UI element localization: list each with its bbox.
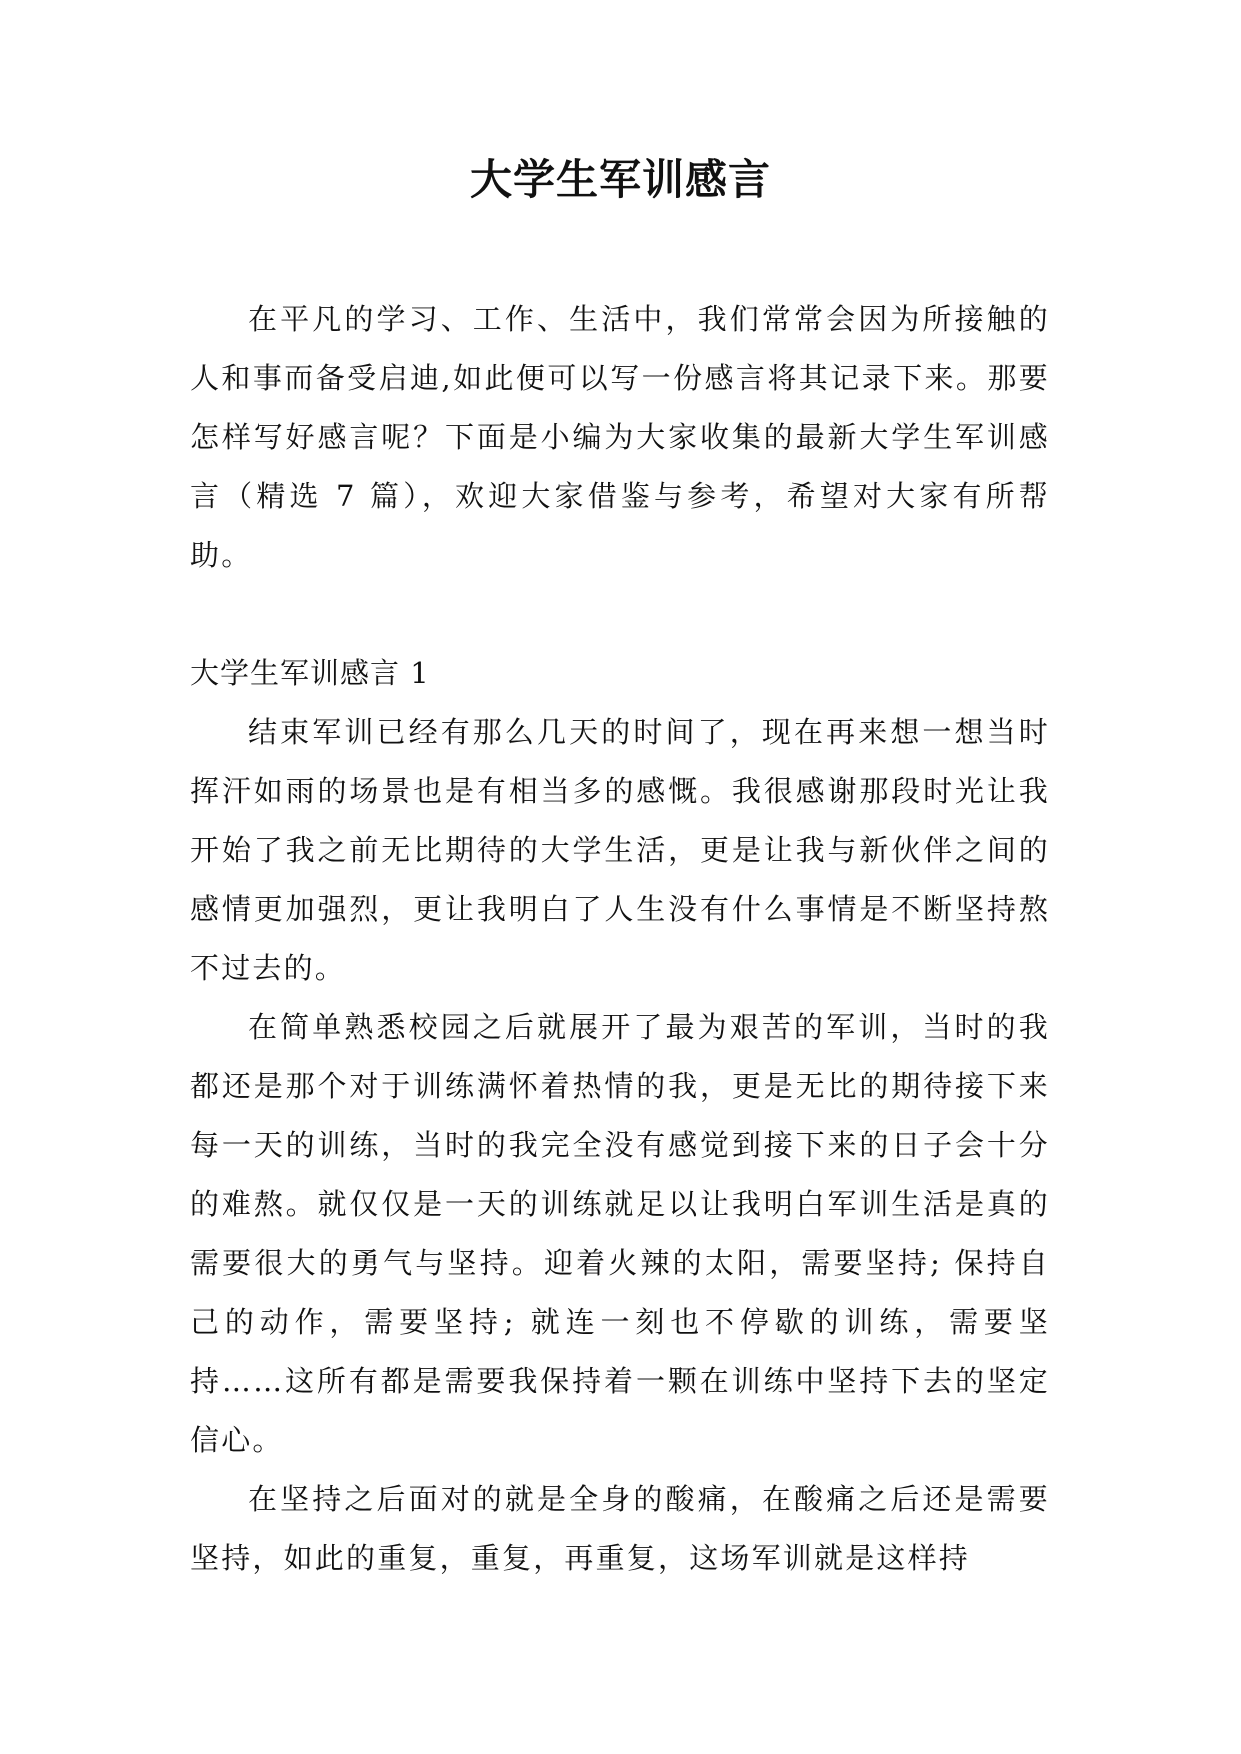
document-body [190, 290, 1050, 1588]
body-paragraph-2: 在简单熟悉校园之后就展开了最为艰苦的军训，当时的我都还是那个对于训练满怀着热情的我，更是无比的期待接下来每一天的训练，当时的我完全没有感觉到接下来的日子会十分的难熬。就仅仅是一天的训练就足以让我明白军训生活是真的需要很大的勇气与坚持。迎着火辣的太阳，需要坚持; 保持自己的动作，需要坚持; 就连一刻也不停歇的训练，需要坚持……这所有都是需要我保持着一颗在训练中坚持下去的坚定信心。 [190, 1010, 1050, 1457]
body-paragraph-3: 在坚持之后面对的就是全身的酸痛，在酸痛之后还是需要坚持，如此的重复，重复，再重复，这场军训就是这样持 [190, 1482, 1050, 1575]
intro-paragraph: 在平凡的学习、工作、生活中，我们常常会因为所接触的人和事而备受启迪,如此便可以写一份感言将其记录下来。那要怎样写好感言呢？下面是小编为大家收集的最新大学生军训感言（精选 7 篇），欢迎大家借鉴与参考，希望对大家有所帮助。 [190, 302, 1050, 572]
body-paragraph-1: 结束军训已经有那么几天的时间了，现在再来想一想当时挥汗如雨的场景也是有相当多的感慨。我很感谢那段时光让我开始了我之前无比期待的大学生活，更是让我与新伙伴之间的感情更加强烈，更让我明白了人生没有什么事情是不断坚持熬不过去的。 [190, 715, 1050, 985]
section-heading: 大学生军训感言 1 [190, 656, 430, 690]
document-title: 大学生军训感言 [469, 155, 771, 204]
